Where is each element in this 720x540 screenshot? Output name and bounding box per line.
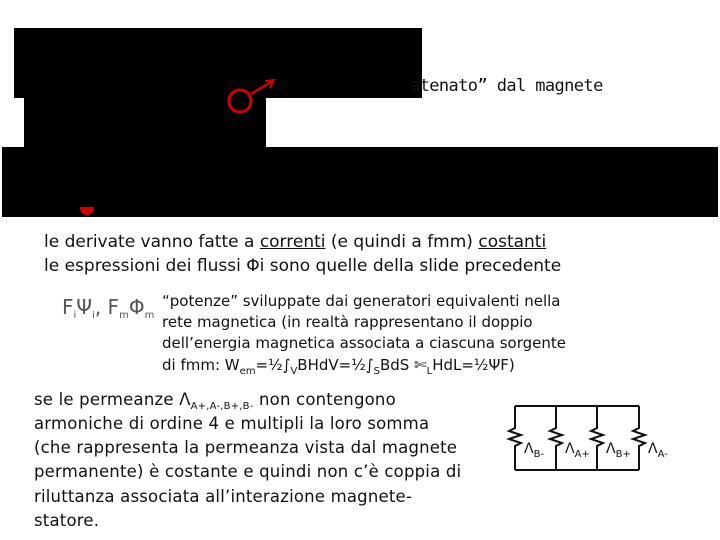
permeance-label-a-plus: $\Lambda_{A+}$ [565, 441, 590, 460]
formula-label: $F_i\Psi_i$, $F_m\Phi_m$ [62, 295, 155, 321]
annotation-marker-icon [218, 76, 288, 122]
desc-line-4: di fmm: $W_{em}=\frac{1}{2}\int_VBHdV=\frac{1}{2}\int_SBdS$ $✄_LHdL=\frac{1}{2}\Psi F$) [162, 356, 515, 377]
resistor-branch-3 [591, 406, 603, 470]
permeance-network-diagram [505, 398, 655, 478]
permeance-label-a-minus: $\Lambda_{A-}$ [648, 441, 668, 460]
desc-line-1: “potenze” sviluppate dai generatori equivalenti nella [162, 292, 561, 310]
para-line-4: permanente) è costante e quindi non c’è coppia di [34, 462, 462, 481]
desc-line-2: rete magnetica (in realtà rappresentano il doppio [162, 313, 533, 331]
para-line-5: riluttanza associata all’interazione magnete- [34, 487, 413, 506]
permeance-label-b-plus: $\Lambda_{B+}$ [606, 441, 631, 460]
para-line-6: statore. [34, 511, 100, 530]
resistor-branch-2 [550, 406, 562, 470]
resistor-branch-1 [509, 406, 521, 470]
permeance-label-b-minus: $\Lambda_{B-}$ [524, 441, 545, 460]
partial-heading-text: atenato” dal magnete [410, 76, 603, 96]
desc-line-3: dell’energia magnetica associata a ciascuna sorgente [162, 334, 566, 352]
para-line-3: (che rappresenta la permeanza vista dal magnete [34, 438, 458, 457]
contour-integral-icon: ✄ [414, 356, 427, 374]
underlined-costanti: costanti [478, 232, 547, 252]
para-line-2: armoniche di ordine 4 e multipli la loro somma [34, 414, 430, 433]
text-line-flux: le espressioni dei flussi Φi sono quelle della slide precedente [44, 256, 562, 276]
underlined-correnti: correnti [259, 232, 326, 252]
para-line-1: se le permeanze $\Lambda_{A+,A-,B+,B-}$ non contengono [34, 390, 396, 412]
partial-hidden-line [70, 207, 710, 219]
resistor-branch-4 [633, 406, 645, 470]
text-line-derivative: le derivate vanno fatte a correnti (e quindi a fmm) costanti [44, 232, 547, 252]
